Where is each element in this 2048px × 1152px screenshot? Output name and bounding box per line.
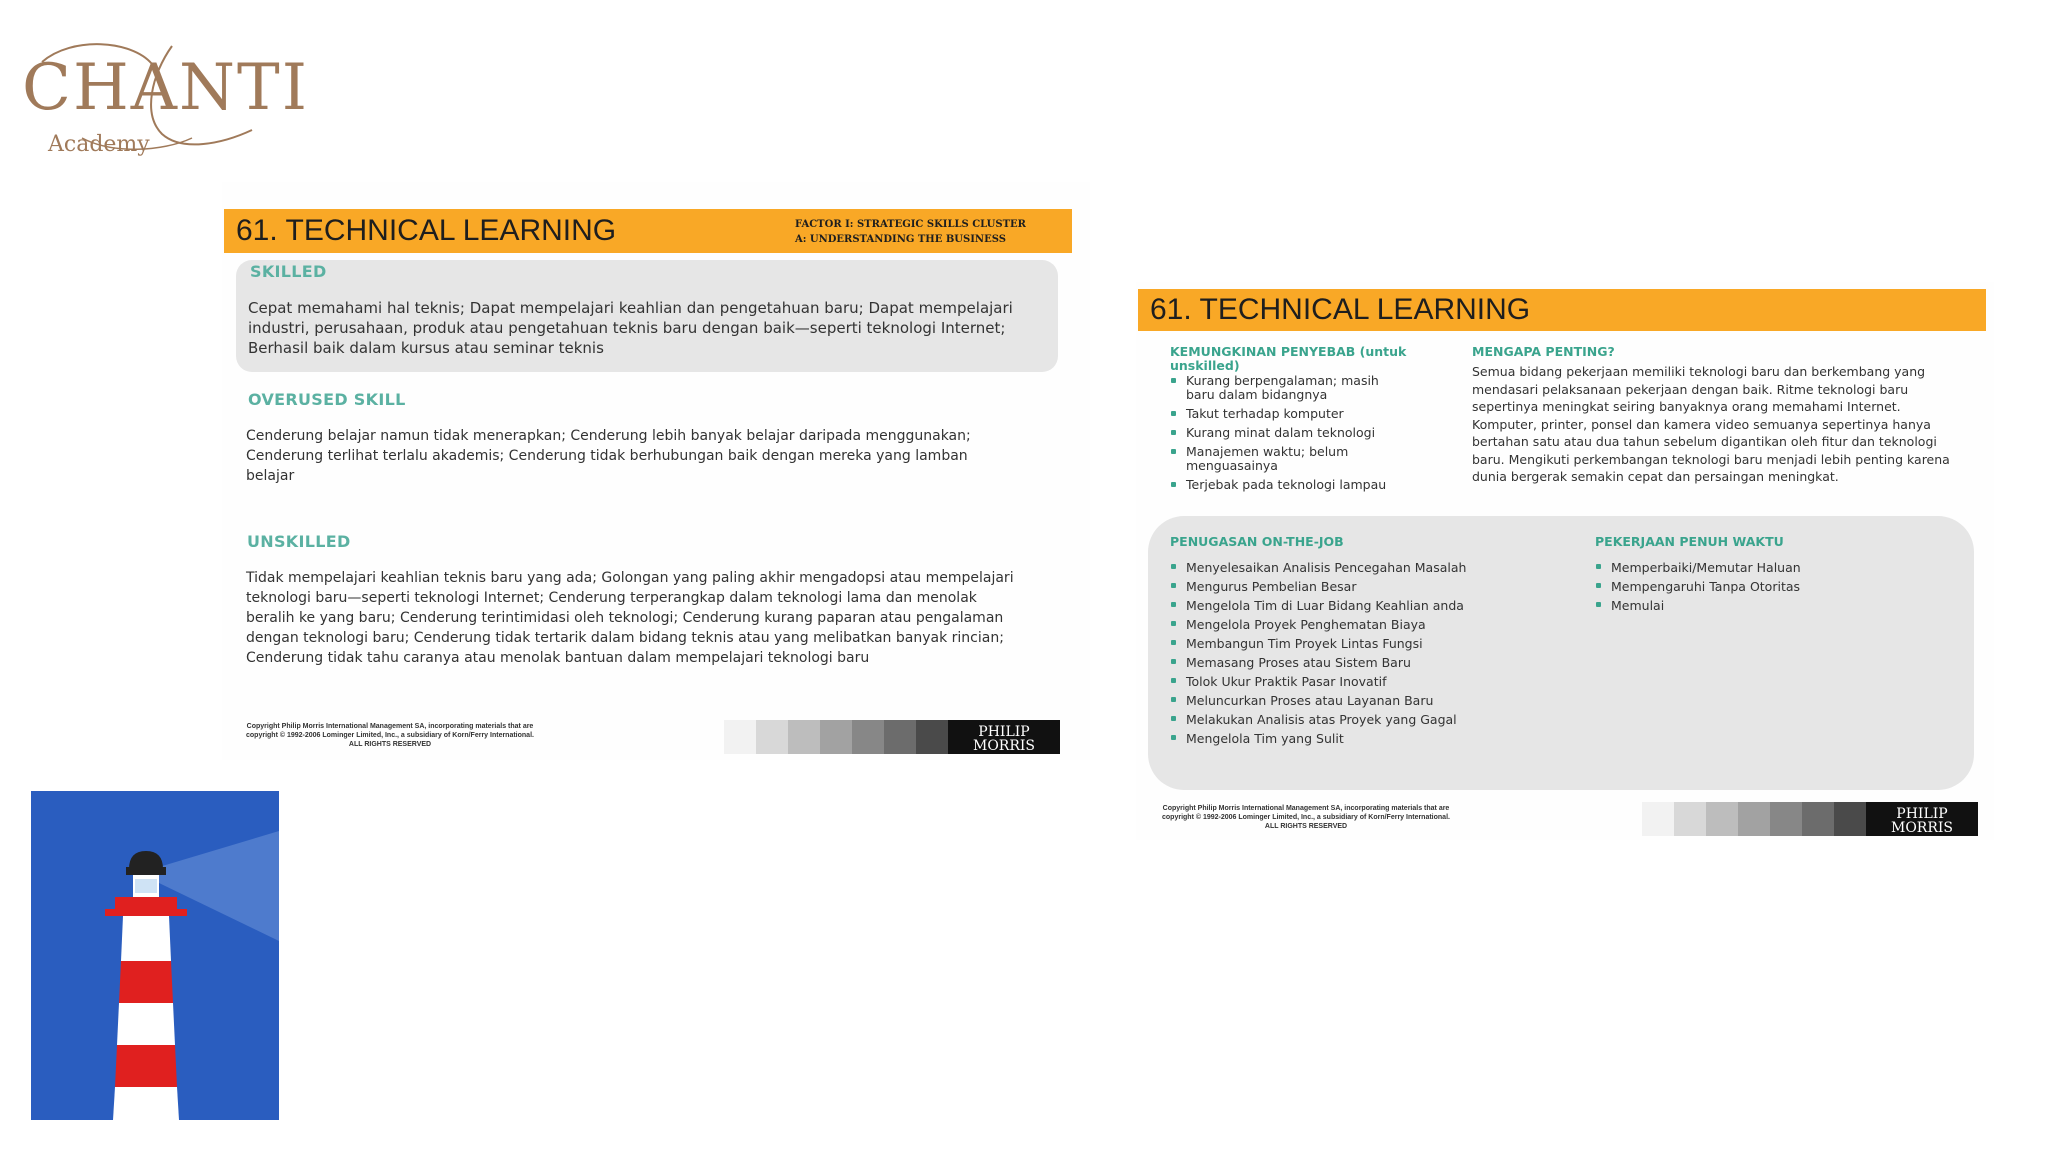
slide-technical-learning-development xyxy=(1136,282,1994,840)
list-item: Membangun Tim Proyek Lintas Fungsi xyxy=(1170,636,1550,651)
causes-list xyxy=(1170,374,1410,497)
why-line: mendasari pelaksanaan pekerjaan dengan baik. Ritme teknologi baru xyxy=(1472,381,1909,397)
list-item: Manajemen waktu; belum menguasainya xyxy=(1170,445,1410,473)
list-item: Mengurus Pembelian Besar xyxy=(1170,579,1550,594)
skilled-text xyxy=(248,298,1013,358)
copyright-line: copyright © 1992-2006 Lominger Limited, Inc., a subsidiary of Korn/Ferry International. xyxy=(1162,814,1450,821)
slide2-title: 61. TECHNICAL LEARNING xyxy=(1150,293,1531,326)
overused-heading: OVERUSED SKILL xyxy=(248,390,406,409)
slide2-title-bar xyxy=(1138,289,1986,331)
unskilled-line: Tidak mempelajari keahlian teknis baru yang ada; Golongan yang paling akhir mengadopsi atau mempelajari xyxy=(246,570,1014,586)
list-item: Takut terhadap komputer xyxy=(1170,407,1410,421)
overused-line: Cenderung terlihat terlalu akademis; Cenderung tidak berhubungan baik dengan mereka yang lamban xyxy=(246,448,968,464)
list-item: Memperbaiki/Memutar Haluan xyxy=(1595,560,1895,575)
skilled-line: industri, perusahaan, produk atau pengetahuan teknis baru dengan baik—seperti teknologi Internet; xyxy=(248,319,1006,337)
copyright-line: copyright © 1992-2006 Lominger Limited, Inc., a subsidiary of Korn/Ferry International. xyxy=(246,732,534,739)
slide1-title: 61. TECHNICAL LEARNING xyxy=(236,214,617,247)
skilled-line: Berhasil baik dalam kursus atau seminar teknis xyxy=(248,339,604,357)
list-item: Mengelola Tim yang Sulit xyxy=(1170,731,1550,746)
why-line: Komputer, printer, ponsel dan kamera video semuanya sepertinya hanya xyxy=(1472,416,1931,432)
slide2-copyright xyxy=(1136,804,1476,831)
fulltime-list xyxy=(1595,560,1895,617)
list-item: Memulai xyxy=(1595,598,1895,613)
list-item: Memasang Proses atau Sistem Baru xyxy=(1170,655,1550,670)
logo-sub-text: Academy xyxy=(48,132,150,157)
list-item: Mengelola Proyek Penghematan Biaya xyxy=(1170,617,1550,632)
unskilled-text xyxy=(246,568,1014,668)
factor-line-1: FACTOR I: STRATEGIC SKILLS CLUSTER xyxy=(794,219,1026,230)
skilled-heading: SKILLED xyxy=(250,262,327,281)
causes-heading-line: unskilled) xyxy=(1170,358,1240,373)
copyright-line: Copyright Philip Morris International Management SA, incorporating materials that are xyxy=(1162,805,1450,812)
unskilled-line: teknologi baru—seperti teknologi Internet; Cenderung terperangkap dalam teknologi lama dan menolak xyxy=(246,590,977,606)
factor-line-2: A: UNDERSTANDING THE BUSINESS xyxy=(794,234,1006,245)
why-heading: MENGAPA PENTING? xyxy=(1472,344,1615,359)
copyright-line: ALL RIGHTS RESERVED xyxy=(1264,823,1348,830)
list-item: Meluncurkan Proses atau Layanan Baru xyxy=(1170,693,1550,708)
skilled-line: Cepat memahami hal teknis; Dapat mempelajari keahlian dan pengetahuan baru; Dapat mempelajari xyxy=(248,299,1013,317)
pm-logo-subtext: INTERNATIONAL xyxy=(1879,836,1965,842)
logo-brand-text: CHANTI xyxy=(22,51,309,125)
list-item: Kurang minat dalam teknologi xyxy=(1170,426,1410,440)
causes-heading-line: KEMUNGKINAN PENYEBAB (untuk xyxy=(1170,344,1407,359)
copyright-line: Copyright Philip Morris International Management SA, incorporating materials that are xyxy=(246,723,534,730)
list-item: Melakukan Analisis atas Proyek yang Gagal xyxy=(1170,712,1550,727)
slide1-pm-bar xyxy=(724,720,1060,760)
unskilled-heading: UNSKILLED xyxy=(247,532,351,551)
list-item: Terjebak pada teknologi lampau xyxy=(1170,478,1410,492)
chanti-academy-logo xyxy=(22,34,312,164)
list-item: Mengelola Tim di Luar Bidang Keahlian anda xyxy=(1170,598,1550,613)
ojt-heading: PENUGASAN ON-THE-JOB xyxy=(1170,534,1344,549)
list-item: Menyelesaikan Analisis Pencegahan Masalah xyxy=(1170,560,1550,575)
pm-logo-text: PHILIP MORRIS xyxy=(972,724,1035,754)
slide-technical-learning-definitions xyxy=(222,182,1090,760)
lighthouse-icon xyxy=(31,791,279,1120)
philip-morris-logo xyxy=(948,720,1060,760)
pm-logo-subtext: INTERNATIONAL xyxy=(961,754,1047,760)
overused-line: belajar xyxy=(246,468,295,484)
overused-line: Cenderung belajar namun tidak menerapkan; Cenderung lebih banyak belajar daripada menggunakan; xyxy=(246,428,971,444)
why-text xyxy=(1472,363,1950,486)
ojt-list xyxy=(1170,560,1550,750)
list-item: Mempengaruhi Tanpa Otoritas xyxy=(1595,579,1895,594)
list-item: Kurang berpengalaman; masih baru dalam bidangnya xyxy=(1170,374,1410,402)
factor-label xyxy=(795,217,1026,247)
slide1-copyright xyxy=(220,722,560,749)
copyright-line: ALL RIGHTS RESERVED xyxy=(348,741,432,748)
causes-heading xyxy=(1170,345,1406,373)
why-line: bertahan satu atau dua tahun sebelum digantikan oleh fitur dan teknologi xyxy=(1472,434,1937,449)
slide2-pm-bar xyxy=(1642,802,1978,842)
pm-logo-text: PHILIP MORRIS xyxy=(1890,806,1953,836)
why-line: sepertinya meningkat seiring banyaknya orang memahami Internet. xyxy=(1472,399,1901,414)
why-line: Semua bidang pekerjaan memiliki teknologi baru dan berkembang yang xyxy=(1472,364,1926,379)
unskilled-line: dengan teknologi baru; Cenderung tidak tertarik dalam bidang teknis atau yang melibatkan banyak rincian; xyxy=(246,630,1004,646)
slide1-title-bar xyxy=(224,209,1072,253)
list-item: Tolok Ukur Praktik Pasar Inovatif xyxy=(1170,674,1550,689)
unskilled-line: beralih ke yang baru; Cenderung terintimidasi oleh teknologi; Cenderung kurang paparan atau pengalaman xyxy=(246,610,1004,626)
why-line: dunia bergerak semakin cepat dan persaingan meningkat. xyxy=(1472,469,1839,484)
unskilled-line: Cenderung tidak tahu caranya atau menolak bantuan dalam mempelajari teknologi baru xyxy=(246,650,870,666)
philip-morris-logo xyxy=(1866,802,1978,842)
why-line: baru. Mengikuti perkembangan teknologi baru menjadi lebih penting karena xyxy=(1472,451,1950,467)
fulltime-heading: PEKERJAAN PENUH WAKTU xyxy=(1595,534,1784,549)
overused-text xyxy=(246,426,971,486)
